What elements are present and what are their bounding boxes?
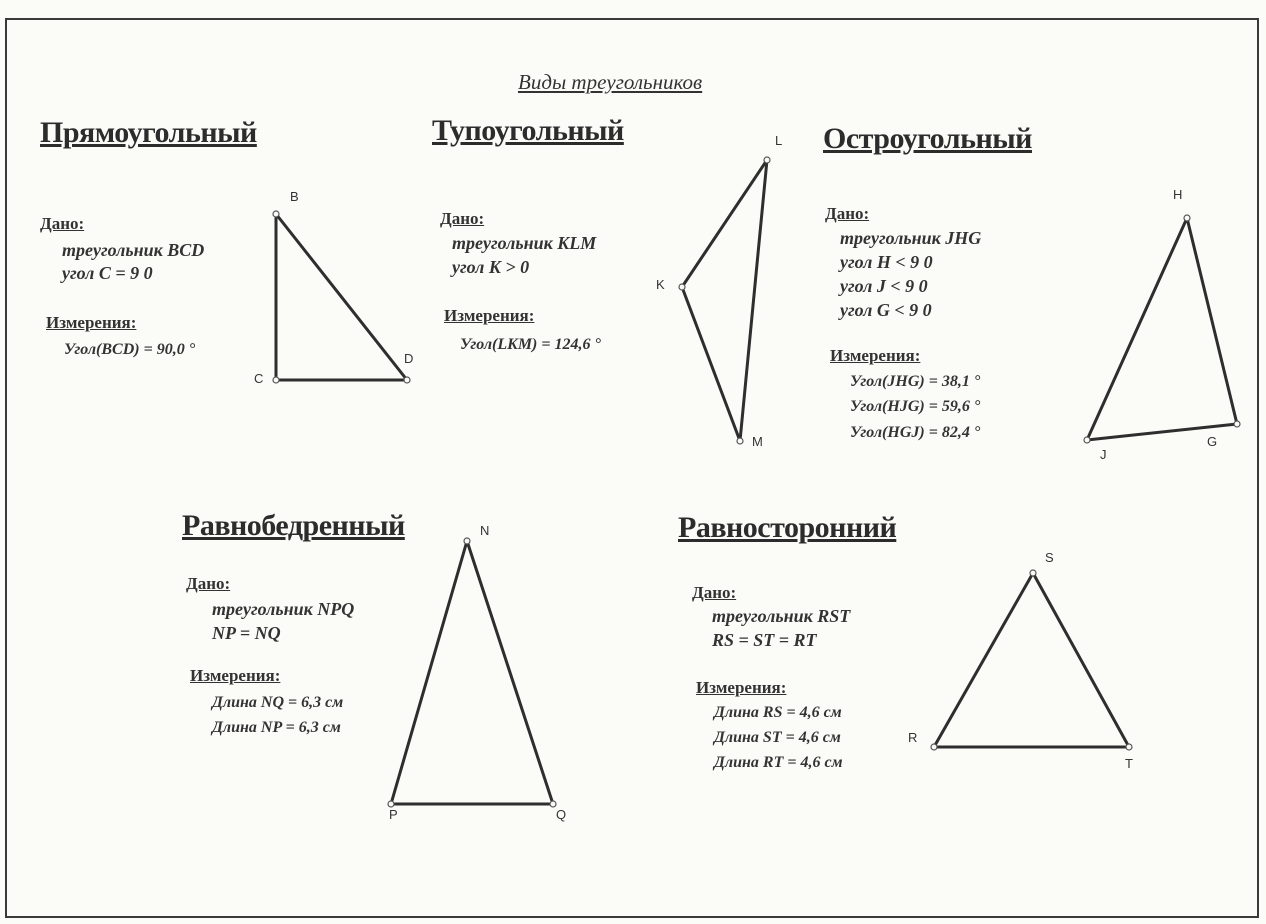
- vertex-point-c: [273, 377, 279, 383]
- vertex-label-q: Q: [556, 807, 567, 822]
- vertex-point-j: [1084, 437, 1090, 443]
- vertex-point-d: [404, 377, 410, 383]
- given-line: угол G < 9 0: [840, 300, 932, 320]
- measurement-line: Угол(HGJ) = 82,4 °: [850, 424, 981, 441]
- triangle-rst: [934, 573, 1129, 747]
- measurement-line: Угол(HJG) = 59,6 °: [850, 398, 981, 415]
- heading-isosceles: Равнобедренный: [182, 509, 405, 542]
- vertex-label-c: C: [254, 371, 264, 386]
- triangle-npq: [391, 541, 553, 804]
- vertex-label-l: L: [775, 133, 783, 148]
- heading-equilateral: Равносторонний: [678, 511, 897, 544]
- given-line: угол K > 0: [452, 257, 530, 277]
- measurement-line: Угол(JHG) = 38,1 °: [850, 373, 981, 390]
- triangle-klm: [682, 160, 767, 441]
- given-label-right: Дано:: [40, 214, 85, 233]
- heading-obtuse: Тупоугольный: [432, 114, 624, 147]
- given-label-obtuse: Дано:: [440, 209, 485, 228]
- vertex-label-j: J: [1100, 447, 1107, 462]
- vertex-point-m: [737, 438, 743, 444]
- vertex-label-h: H: [1173, 187, 1183, 202]
- vertex-point-l: [764, 157, 770, 163]
- heading-acute: Остроугольный: [823, 122, 1032, 155]
- vertex-label-t: T: [1125, 756, 1133, 771]
- measure-label-equilateral: Измерения:: [696, 678, 787, 697]
- measure-label-acute: Измерения:: [830, 346, 921, 365]
- given-label-equilateral: Дано:: [692, 583, 737, 602]
- heading-right: Прямоугольный: [40, 116, 257, 149]
- given-line: треугольник KLM: [452, 233, 597, 253]
- given-line: угол C = 9 0: [62, 263, 153, 283]
- triangle-bcd: [276, 214, 407, 380]
- vertex-point-n: [464, 538, 470, 544]
- vertex-point-s: [1030, 570, 1036, 576]
- vertex-label-g: G: [1207, 434, 1218, 449]
- vertex-label-m: M: [752, 434, 763, 449]
- vertex-label-p: P: [389, 807, 398, 822]
- given-line: треугольник RST: [712, 606, 851, 626]
- given-label-isosceles: Дано:: [186, 574, 231, 593]
- vertex-label-n: N: [480, 523, 490, 538]
- measure-label-obtuse: Измерения:: [444, 306, 535, 325]
- measurement-line: Угол(LKM) = 124,6 °: [460, 336, 601, 353]
- vertex-label-r: R: [908, 730, 918, 745]
- measure-label-right: Измерения:: [46, 313, 137, 332]
- given-line: NP = NQ: [212, 623, 281, 643]
- vertex-label-s: S: [1045, 550, 1054, 565]
- given-label-acute: Дано:: [825, 204, 870, 223]
- given-line: треугольник NPQ: [212, 599, 355, 619]
- given-line: угол H < 9 0: [840, 252, 933, 272]
- measurement-line: Длина RT = 4,6 см: [714, 754, 843, 771]
- page-title: Виды треугольников: [518, 70, 703, 94]
- vertex-point-g: [1234, 421, 1240, 427]
- vertex-point-t: [1126, 744, 1132, 750]
- measurement-line: Длина NP = 6,3 см: [212, 719, 341, 736]
- vertex-label-d: D: [404, 351, 414, 366]
- measurement-line: Длина ST = 4,6 см: [714, 729, 841, 746]
- vertex-point-k: [679, 284, 685, 290]
- vertex-point-r: [931, 744, 937, 750]
- triangle-jhg: [1087, 218, 1237, 440]
- measurement-line: Длина NQ = 6,3 см: [212, 694, 344, 711]
- vertex-point-b: [273, 211, 279, 217]
- measurement-line: Угол(BCD) = 90,0 °: [64, 341, 196, 358]
- vertex-point-h: [1184, 215, 1190, 221]
- given-line: RS = ST = RT: [712, 630, 817, 650]
- given-line: угол J < 9 0: [840, 276, 928, 296]
- given-line: треугольник BCD: [62, 240, 205, 260]
- given-line: треугольник JHG: [840, 228, 982, 248]
- vertex-label-k: K: [656, 277, 665, 292]
- measurement-line: Длина RS = 4,6 см: [714, 704, 842, 721]
- measure-label-isosceles: Измерения:: [190, 666, 281, 685]
- vertex-label-b: B: [290, 189, 299, 204]
